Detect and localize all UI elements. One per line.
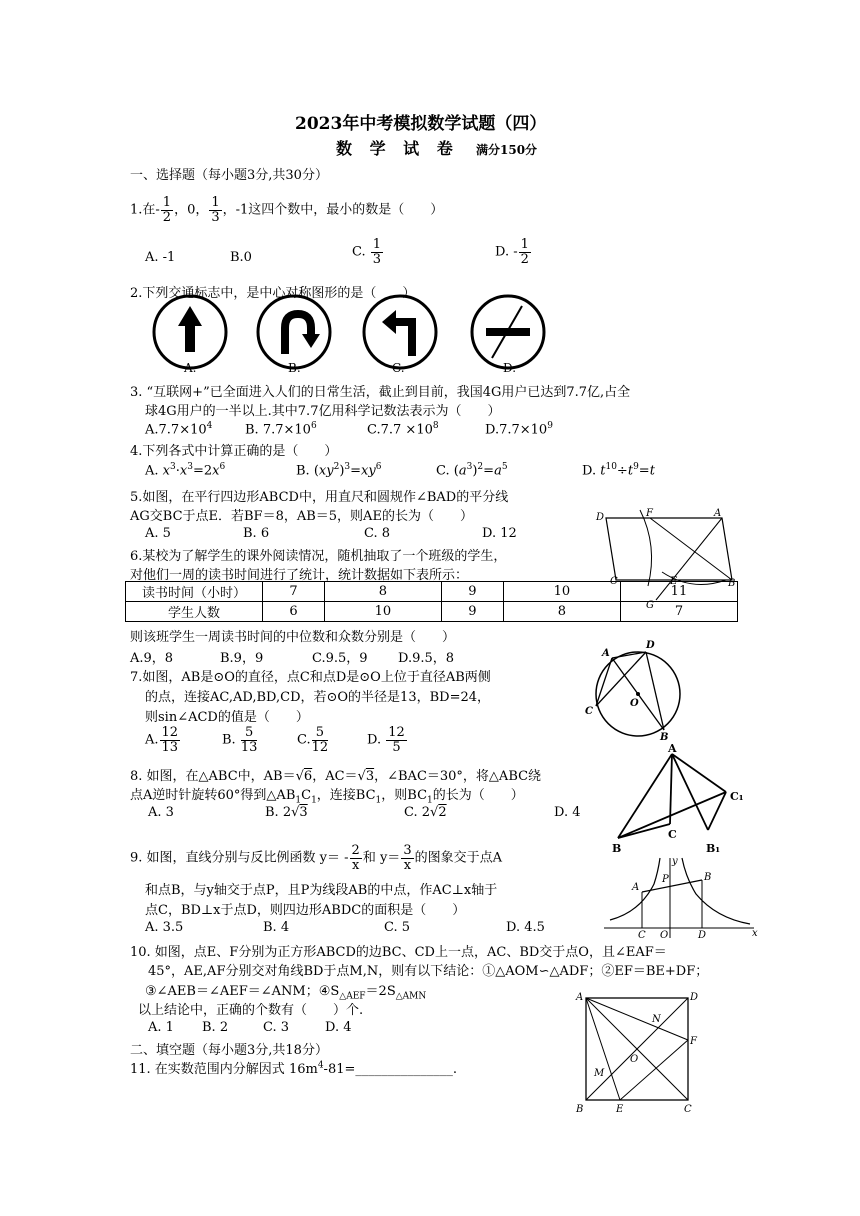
q7-option-d[interactable]: D. $\frac{12}{5}$: [367, 725, 405, 755]
q8-option-d[interactable]: D. 4: [554, 805, 581, 820]
q7-circle-figure: [582, 634, 692, 744]
exam-title: 2023年中考模拟数学试题（四）: [295, 114, 547, 134]
table-cell: 9: [441, 602, 503, 622]
reading-time-table: [125, 581, 738, 622]
q7-label-d: D: [646, 640, 655, 651]
table-cell: 8: [324, 582, 441, 602]
q10-label-n: N: [652, 1014, 661, 1025]
exam-subtitle: 数 学 试 卷: [336, 139, 459, 158]
q5-option-d[interactable]: D. 12: [482, 526, 517, 541]
question-2: 2.下列交通标志中，是中心对称图形的是（ ）: [130, 286, 416, 301]
table-header-cell: 学生人数: [126, 602, 263, 622]
q5-label-g: G: [646, 600, 654, 611]
q10-label-b: B: [576, 1104, 584, 1115]
table-header-cell: 读书时间（小时）: [126, 582, 263, 602]
q7-label-a: A: [602, 648, 610, 659]
question-5-line1: 5.如图，在平行四边形ABCD中，用直尺和圆规作∠BAD的平分线: [130, 490, 509, 505]
q9-label-a: A: [632, 882, 640, 893]
q7-label-c: C: [585, 706, 593, 717]
q10-label-m: M: [594, 1068, 605, 1079]
q1-option-c[interactable]: C. $\frac{1}{3}$: [352, 237, 382, 267]
question-11: 11. 在实数范围内分解因式 $16m^4-81=\_\_\_\_\_\_\_\_\_\_\_\_\_\_\_$.: [130, 1060, 458, 1077]
question-5-line2: AG交BC于点E．若BF＝8，AB＝5，则AE的长为（ ）: [130, 509, 473, 524]
q10-label-e: E: [616, 1104, 624, 1115]
question-9-line2: 和点B，与y轴交于点P，且P为线段AB的中点，作AC⊥x轴于: [145, 883, 498, 898]
table-cell: 9: [441, 582, 503, 602]
table-row: [126, 582, 738, 602]
table-cell: 7: [620, 602, 737, 622]
q10-label-c: C: [684, 1104, 692, 1115]
q8-option-c[interactable]: C. 2√2: [404, 805, 447, 820]
question-6-prompt: 则该班学生一周读书时间的中位数和众数分别是（ ）: [130, 630, 456, 645]
q6-option-b[interactable]: B.9，9: [220, 651, 264, 666]
table-cell: 8: [503, 602, 620, 622]
q5-label-b: B: [728, 578, 736, 589]
q3-option-a[interactable]: $A.7.7\times 10^4$: [145, 421, 213, 438]
q3-option-b[interactable]: B. $7.7\times 10^6$: [245, 421, 317, 438]
q4-option-c[interactable]: C. $(a^3)^2=a^5$: [436, 462, 508, 479]
q5-label-c: C: [610, 576, 618, 587]
question-3-line1: 3. “互联网+”已全面进入人们的日常生活，截止到目前，我国4G用户已达到7.7亿,占全: [130, 385, 631, 400]
question-9-line3: 点C，BD⊥x于点D，则四边形ABDC的面积是（ ）: [145, 903, 466, 918]
q7-option-a[interactable]: A. $\frac{12}{13}$: [145, 725, 179, 755]
q10-option-a[interactable]: A. 1: [148, 1020, 174, 1035]
q4-option-a[interactable]: A. $x^3\cdot x^3=2x^6$: [145, 462, 226, 479]
q6-option-a[interactable]: A.9，8: [130, 651, 174, 666]
q10-option-d[interactable]: D. 4: [325, 1020, 352, 1035]
q10-option-b[interactable]: B. 2: [202, 1020, 229, 1035]
question-9-line1: 9. 如图，直线分别与反比例函数 y＝ - $\frac{2}{x}$ 和 y＝ $\frac{3}{x}$ 的图象交于点A: [130, 843, 502, 873]
q5-label-a: A: [714, 508, 722, 519]
traffic-signs-figure: [150, 296, 550, 374]
q10-label-f: F: [690, 1036, 697, 1047]
full-score: 满分150分: [476, 143, 538, 157]
sign-b-u-turn-icon: [258, 296, 330, 368]
question-7-line1: 7.如图，AB是⊙O的直径，点C和点D是⊙O上位于直径AB两侧: [130, 670, 491, 685]
q8-option-a[interactable]: A. 3: [148, 805, 174, 820]
section1-heading: 一、选择题（每小题3分,共30分）: [130, 168, 328, 183]
q8-rotated-triangle-figure: [606, 742, 756, 856]
table-cell: 10: [503, 582, 620, 602]
question-10-line4: 以上结论中，正确的个数有（ ）个.: [138, 1003, 364, 1018]
sign-a-up-arrow-icon: [154, 296, 226, 368]
q7-label-b: B: [660, 732, 669, 743]
question-10-line3: ③∠AEB＝∠AEF＝∠ANM；$④S_{\triangle AEF}=2S_{\triangle AMN}$: [145, 984, 427, 1002]
q9-label-c: C: [638, 930, 646, 941]
question-7-line3: 则sin∠ACD的值是（ ）: [145, 710, 309, 725]
q5-option-b[interactable]: B. 6: [243, 526, 270, 541]
q8-option-b[interactable]: B. 2√3: [265, 805, 308, 820]
q10-option-c[interactable]: C. 3: [263, 1020, 290, 1035]
q8-label-a: A: [668, 742, 677, 755]
q8-label-c: C: [668, 828, 677, 841]
q3-option-c[interactable]: $C.7.7 \times 10^8$: [367, 421, 439, 438]
q9-label-o: O: [660, 930, 669, 941]
q9-option-c[interactable]: C. 5: [384, 920, 411, 935]
question-10-line2: 45°，AE,AF分别交对角线BD于点M,N，则有以下结论：①△AOM∽△ADF；②EF＝BE+DF；: [148, 964, 709, 979]
q10-label-d: D: [690, 992, 699, 1003]
sign-d-prohibition-icon: [472, 296, 544, 368]
q9-option-d[interactable]: D. 4.5: [506, 920, 545, 935]
question-6-line1: 6.某校为了解学生的课外阅读情况，随机抽取了一个班级的学生，: [130, 549, 507, 564]
q8-label-b: B: [612, 842, 622, 855]
q9-hyperbola-figure: [600, 854, 760, 940]
q5-label-e: E: [670, 576, 678, 587]
q9-label-d: D: [698, 930, 707, 941]
q7-option-c[interactable]: C. $\frac{5}{12}$: [297, 725, 329, 755]
q1-option-a[interactable]: A. -1: [145, 250, 176, 265]
q5-option-a[interactable]: A. 5: [145, 526, 171, 541]
q9-option-a[interactable]: A. 3.5: [145, 920, 184, 935]
q5-label-d: D: [596, 512, 605, 523]
table-cell: 7: [263, 582, 325, 602]
q9-label-x: x: [752, 928, 758, 939]
q3-option-d[interactable]: $D.7.7\times 10^9$: [485, 421, 553, 438]
question-3-line2: 球4G用户的一半以上.其中7.7亿用科学记数法表示为（ ）: [145, 404, 501, 419]
q9-option-b[interactable]: B. 4: [263, 920, 290, 935]
question-4: 4.下列各式中计算正确的是（ ）: [130, 444, 338, 459]
q5-option-c[interactable]: C. 8: [364, 526, 391, 541]
question-7-line2: 的点，连接AC,AD,BD,CD，若⊙O的半径是13，BD=24，: [145, 690, 491, 705]
question-8-line2: 点A逆时针旋转60°得到$\triangle AB_1C_1$，连接$BC_1$，则$BC_1$的长为（ ）: [130, 788, 524, 806]
q1-option-b[interactable]: B.0: [230, 250, 252, 265]
q10-label-o: O: [630, 1054, 639, 1065]
table-row: [126, 602, 738, 622]
q2-label-c[interactable]: C.: [392, 361, 405, 375]
q5-label-f: F: [646, 508, 653, 519]
question-6-line2: 对他们一周的读书时间进行了统计，统计数据如下表所示：: [130, 568, 469, 583]
q8-label-c1: C₁: [730, 790, 744, 803]
table-cell: 6: [263, 602, 325, 622]
q7-option-b[interactable]: B. $\frac{5}{13}$: [222, 725, 258, 755]
question-8-line1: 8. 如图，在△ABC中，AB＝√6，AC＝√3，∠BAC＝30°，将△ABC绕: [130, 769, 542, 784]
q11-answer-blank[interactable]: _______________.: [355, 1062, 458, 1077]
question-1: 1.在- $\frac{1}{2}$ ，0， $\frac{1}{3}$ ，-1这四个数中，最小的数是（ ）: [130, 195, 444, 225]
q10-label-a: A: [576, 992, 584, 1003]
q2-label-b[interactable]: B.: [288, 361, 301, 375]
q4-option-d[interactable]: D. $t^{10}\div t^9=t$: [582, 462, 655, 479]
q2-label-a[interactable]: A.: [184, 361, 197, 375]
q8-label-b1: B₁: [706, 842, 721, 855]
section2-heading: 二、填空题（每小题3分,共18分）: [130, 1043, 328, 1058]
q10-square-figure: [572, 990, 712, 1118]
question-10-line1: 10. 如图，点E、F分别为正方形ABCD的边BC、CD上一点，AC、BD交于点O，且∠EAF＝: [130, 945, 667, 960]
table-cell: 11: [620, 582, 737, 602]
sign-c-left-turn-icon: [364, 296, 436, 368]
q7-label-o: O: [630, 698, 639, 709]
q1-option-d[interactable]: D. - $\frac{1}{2}$: [495, 237, 529, 267]
q9-label-y: y: [672, 856, 678, 867]
table-cell: 10: [324, 602, 441, 622]
q4-option-b[interactable]: B. $(xy^2)^3=xy^6$: [296, 462, 382, 479]
q9-label-b: B: [704, 872, 712, 883]
q2-label-d[interactable]: D.: [503, 361, 517, 375]
q6-option-c[interactable]: C.9.5，9: [312, 651, 368, 666]
q9-label-p: P: [662, 874, 669, 885]
q6-option-d[interactable]: D.9.5，8: [398, 651, 455, 666]
